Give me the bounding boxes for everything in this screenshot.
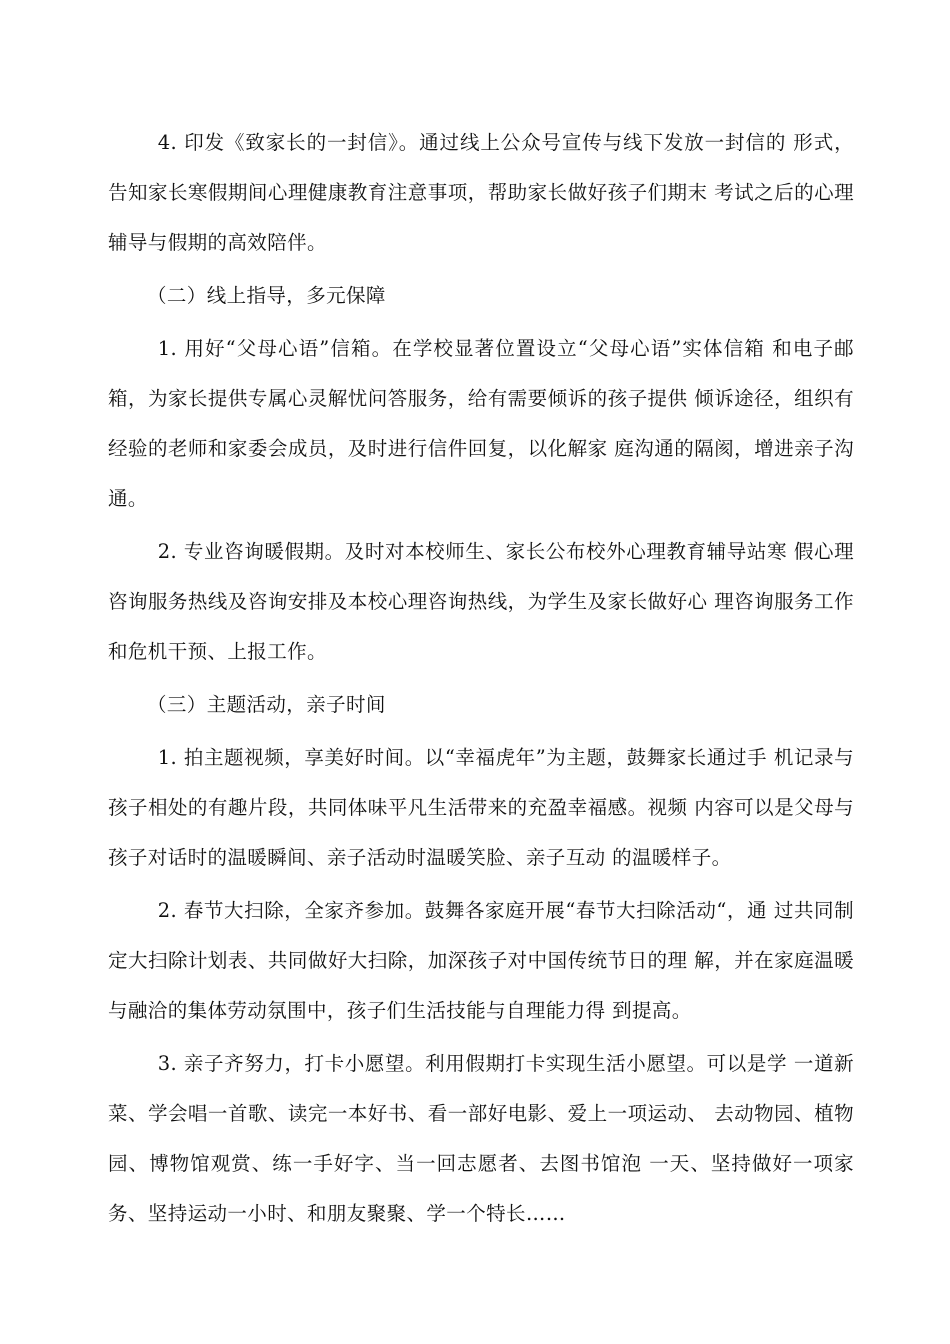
document-body [108,118,854,1239]
section-heading-theme-activities: （三）主题活动，亲子时间 [147,693,386,716]
paragraph-small-wishes: 3. 亲子齐努力，打卡小愿望。利用假期打卡实现生活小愿望。可以是学 一道新菜、学会唱一首歌、读完一本好书、看一部好电影、爱上一项运动、 去动物园、植物园、博物馆观赏、练一手好字、当一回志愿者、去图书馆泡 一天、坚持做好一项家务、坚持运动一小时、和朋友聚聚、学一个特长…… [108,1052,854,1225]
section-heading-online-guidance: （二）线上指导，多元保障 [147,284,386,307]
paragraph-parents-mailbox: 1. 用好“父母心语”信箱。在学校显著位置设立“父母心语”实体信箱 和电子邮箱，为家长提供专属心灵解忧问答服务，给有需要倾诉的孩子提供 倾诉途径，组织有经验的老师和家委会成员，及时进行信件回复，以化解家 庭沟通的隔阂，增进亲子沟通。 [108,337,854,510]
paragraph-professional-consulting: 2. 专业咨询暖假期。及时对本校师生、家长公布校外心理教育辅导站寒 假心理咨询服务热线及咨询安排及本校心理咨询热线，为学生及家长做好心 理咨询服务工作和危机干预、上报工作。 [108,540,854,663]
paragraph-spring-cleaning: 2. 春节大扫除，全家齐参加。鼓舞各家庭开展“春节大扫除活动“，通 过共同制定大扫除计划表、共同做好大扫除，加深孩子对中国传统节日的理 解，并在家庭温暖与融洽的集体劳动氛围中，孩子们生活技能与自理能力得 到提高。 [108,899,854,1022]
paragraph-letter-to-parents: 4. 印发《致家长的一封信》。通过线上公众号宣传与线下发放一封信的 形式，告知家长寒假期间心理健康教育注意事项，帮助家长做好孩子们期末 考试之后的心理辅导与假期的高效陪伴。 [108,131,854,254]
paragraph-theme-video: 1. 拍主题视频，享美好时间。以“幸福虎年”为主题，鼓舞家长通过手 机记录与孩子相处的有趣片段，共同体味平凡生活带来的充盈幸福感。视频 内容可以是父母与孩子对话时的温暖瞬间、亲子活动时温暖笑脸、亲子互动 的温暖样子。 [108,746,854,869]
